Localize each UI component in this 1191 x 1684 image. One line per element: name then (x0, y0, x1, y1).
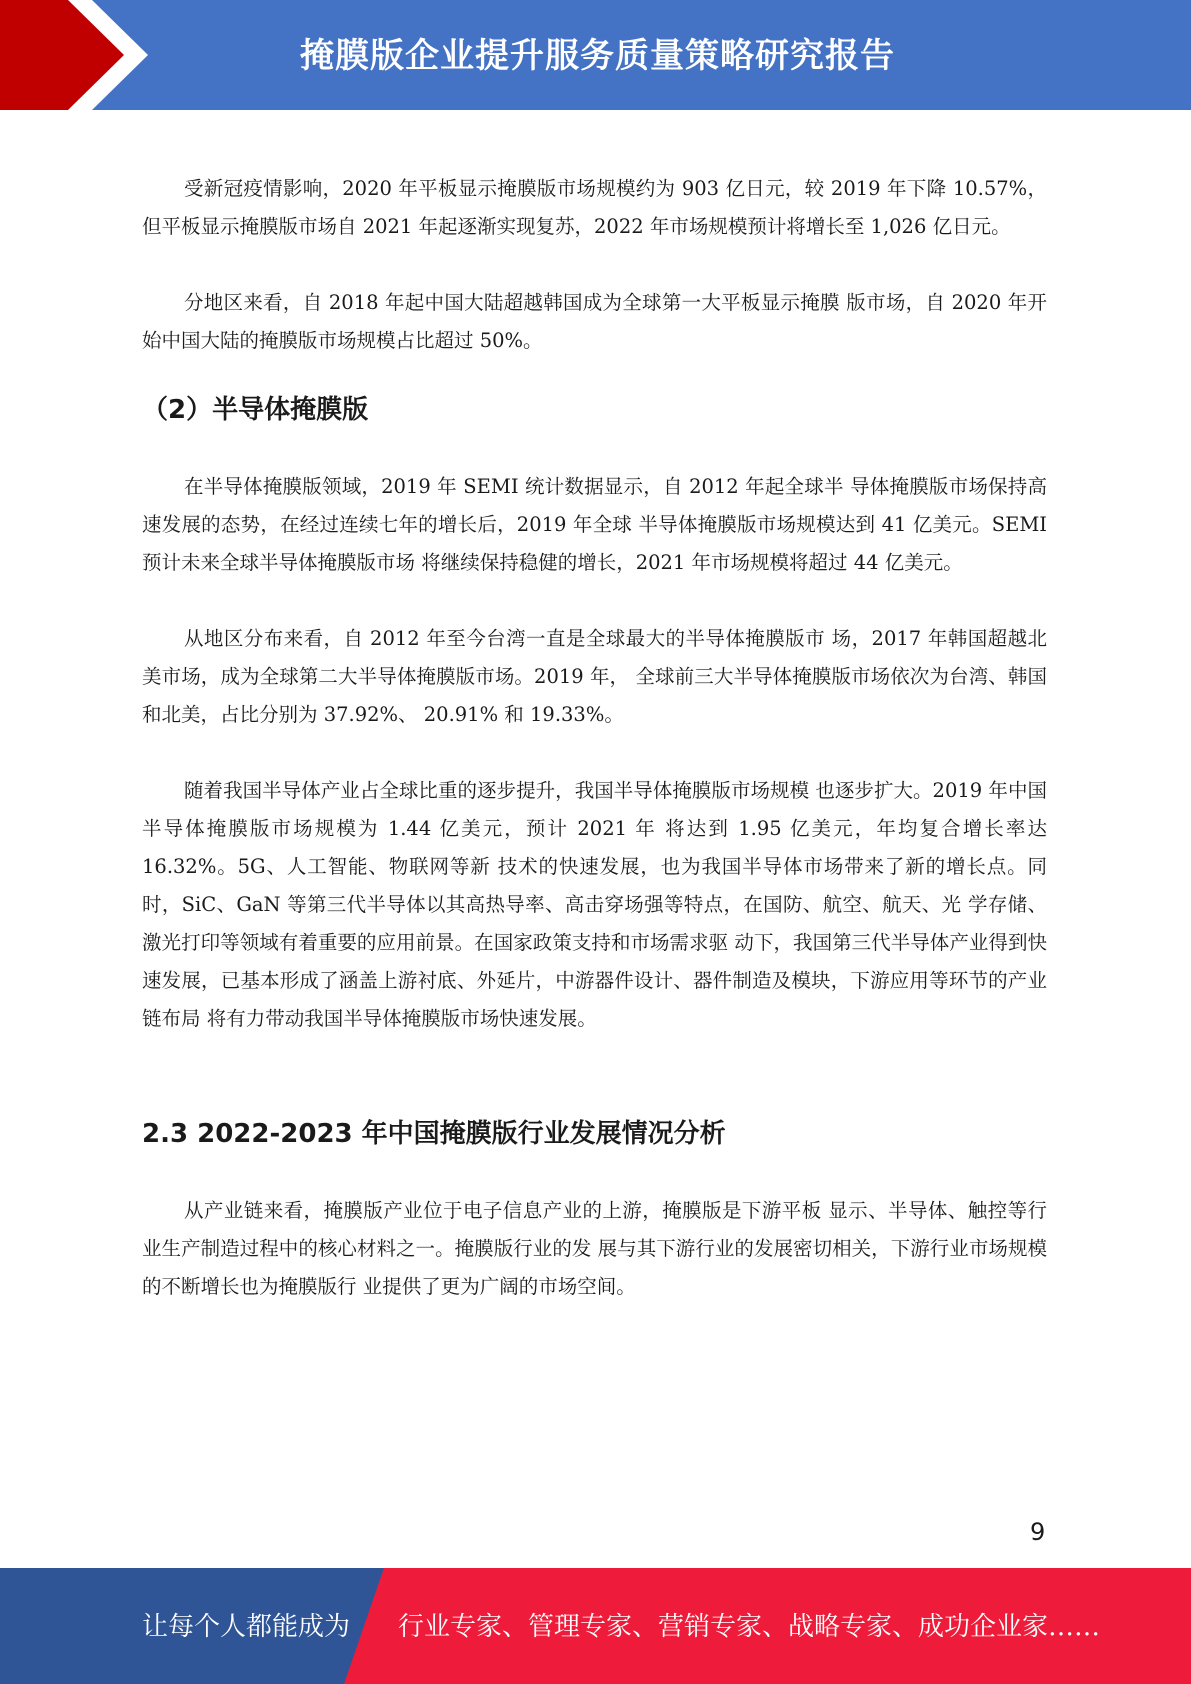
report-title: 掩膜版企业提升服务质量策略研究报告 (300, 36, 895, 76)
heading-section-2-3: 2.3 2022-2023 年中国掩膜版行业发展情况分析 (142, 1119, 726, 1149)
document-body (142, 170, 1047, 1306)
heading-semiconductor-mask: （2）半导体掩膜版 (142, 395, 369, 425)
footer-banner (0, 1568, 1191, 1684)
paragraph-china-semi: 随着我国半导体产业占全球比重的逐步提升，我国半导体掩膜版市场规模 也逐步扩大。2019 年中国半导体掩膜版市场规模为 1.44 亿美元，预计 2021 年 将达到 1.95 亿美元，年均复合增长率达 16.32%。5G、人工智能、物联网等新 技术的快速发展，也为我国半导体市场带来了新的增长点。同时，SiC、GaN 等第三代半导体以其高热导率、高击穿场强等特点，在国防、航空、航天、光 学存储、激光打印等领域有着重要的应用前景。在国家政策支持和市场需求驱 动下，我国第三代半导体产业得到快速发展，已基本形成了涵盖上游衬底、外延片，中游器件设计、器件制造及模块，下游应用等环节的产业链布局 将有力带动我国半导体掩膜版市场快速发展。 (142, 779, 1047, 1030)
paragraph-semi-region: 从地区分布来看，自 2012 年至今台湾一直是全球最大的半导体掩膜版市 场，2017 年韩国超越北美市场，成为全球第二大半导体掩膜版市场。2019 年， 全球前三大半导体掩膜版市场依次为台湾、韩国和北美，占比分别为 37.92%、 20.91% 和 19.33%。 (142, 627, 1047, 726)
paragraph-fpd-market: 受新冠疫情影响，2020 年平板显示掩膜版市场规模约为 903 亿日元，较 2019 年下降 10.57%，但平板显示掩膜版市场自 2021 年起逐渐实现复苏，2022 年市场规模预计将增长至 1,026 亿日元。 (142, 177, 1047, 238)
footer-slogan-right: 行业专家、管理专家、营销专家、战略专家、成功企业家…… (398, 1612, 1101, 1642)
page-number: 9 (1030, 1518, 1046, 1546)
paragraph-semi-stats: 在半导体掩膜版领域，2019 年 SEMI 统计数据显示，自 2012 年起全球半 导体掩膜版市场保持高速发展的态势，在经过连续七年的增长后，2019 年全球 半导体掩膜版市场规模达到 41 亿美元。SEMI 预计未来全球半导体掩膜版市场 将继续保持稳健的增长，2021 年市场规模将超过 44 亿美元。 (142, 475, 1047, 574)
footer-slogan-left: 让每个人都能成为 (142, 1612, 351, 1642)
paragraph-fpd-region: 分地区来看，自 2018 年起中国大陆超越韩国成为全球第一大平板显示掩膜 版市场，自 2020 年开始中国大陆的掩膜版市场规模占比超过 50%。 (142, 291, 1047, 352)
header-banner (0, 0, 1191, 110)
header-chevron-graphic (0, 0, 160, 110)
paragraph-industry-chain: 从产业链来看，掩膜版产业位于电子信息产业的上游，掩膜版是下游平板 显示、半导体、触控等行业生产制造过程中的核心材料之一。掩膜版行业的发 展与其下游行业的发展密切相关，下游行业市场规模的不断增长也为掩膜版行 业提供了更为广阔的市场空间。 (142, 1199, 1047, 1298)
